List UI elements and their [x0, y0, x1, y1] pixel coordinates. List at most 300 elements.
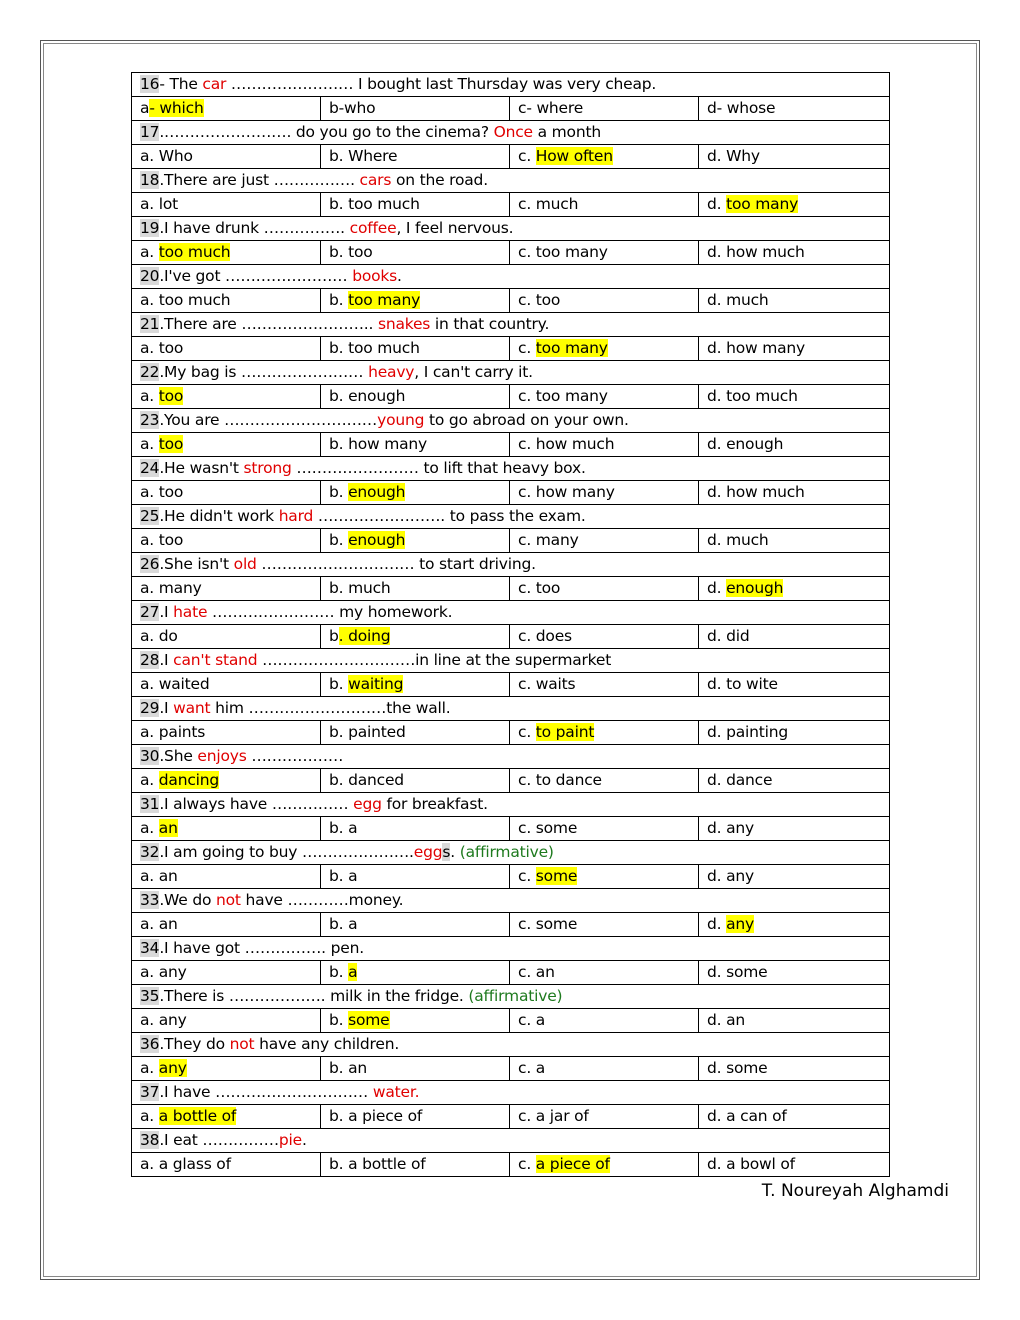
option-d	[699, 289, 890, 313]
text-run: a month	[532, 123, 601, 141]
text-run: d.	[707, 195, 727, 213]
text-run: d. too much	[707, 387, 798, 405]
question-stem	[132, 361, 890, 385]
text-run: b	[329, 627, 339, 645]
options-row	[132, 721, 890, 745]
option-c	[510, 721, 699, 745]
option-c	[510, 913, 699, 937]
text-run: .She	[159, 747, 198, 765]
answer-highlight: some	[535, 867, 578, 885]
option-c	[510, 769, 699, 793]
text-run: ……………………. to pass the exam.	[313, 507, 586, 525]
answer-highlight: too	[158, 387, 184, 405]
option-d	[699, 961, 890, 985]
option-d	[699, 145, 890, 169]
question-row	[132, 1081, 890, 1105]
text-run: c. to dance	[518, 771, 602, 789]
question-stem	[132, 793, 890, 817]
keyword-text: egg	[413, 843, 443, 861]
text-run: , I can't carry it.	[414, 363, 533, 381]
text-run: a. an	[140, 867, 178, 885]
option-b	[321, 769, 510, 793]
question-row	[132, 1033, 890, 1057]
answer-highlight: an	[158, 819, 178, 837]
option-b	[321, 1105, 510, 1129]
question-stem	[132, 457, 890, 481]
answer-highlight: some	[348, 1011, 390, 1029]
answer-highlight: too many	[726, 195, 799, 213]
answer-highlight: enough	[726, 579, 784, 597]
text-run: a.	[140, 1059, 159, 1077]
text-run: a. any	[140, 963, 187, 981]
text-run: a. too	[140, 483, 184, 501]
option-d	[699, 817, 890, 841]
text-run: d. to wite	[707, 675, 778, 693]
option-d	[699, 1105, 890, 1129]
keyword-text: young	[377, 411, 425, 429]
question-stem	[132, 265, 890, 289]
text-run: b.	[329, 675, 349, 693]
text-run: .I have …………………………	[159, 1083, 373, 1101]
options-row	[132, 193, 890, 217]
keyword-text: Once	[493, 123, 533, 141]
option-a	[132, 721, 321, 745]
option-a	[132, 481, 321, 505]
text-run: d. Why	[707, 147, 760, 165]
option-a	[132, 241, 321, 265]
text-run: b.	[329, 291, 349, 309]
text-run: a.	[140, 819, 159, 837]
text-run: b.	[329, 531, 349, 549]
question-number: 20	[140, 267, 160, 285]
text-run: c. how much	[518, 435, 615, 453]
keyword-text: coffee	[349, 219, 397, 237]
option-d	[699, 241, 890, 265]
option-c	[510, 193, 699, 217]
keyword-text: strong	[243, 459, 292, 477]
question-number: 29	[140, 699, 160, 717]
text-run: d. how much	[707, 483, 805, 501]
option-c	[510, 1105, 699, 1129]
option-c	[510, 385, 699, 409]
text-run: to go abroad on your own.	[424, 411, 629, 429]
options-row	[132, 865, 890, 889]
keyword-text: enjoys	[197, 747, 247, 765]
answer-highlight: a piece of	[535, 1155, 610, 1173]
text-run: b.	[329, 483, 349, 501]
option-d	[699, 529, 890, 553]
option-c	[510, 1057, 699, 1081]
options-row	[132, 385, 890, 409]
option-a	[132, 1153, 321, 1177]
question-stem	[132, 841, 890, 865]
option-a	[132, 529, 321, 553]
question-row	[132, 841, 890, 865]
text-run: ………………	[246, 747, 344, 765]
question-row	[132, 697, 890, 721]
text-run: c. many	[518, 531, 579, 549]
text-run: a. waited	[140, 675, 210, 693]
keyword-text: snakes	[377, 315, 431, 333]
text-run: b. painted	[329, 723, 406, 741]
question-row	[132, 937, 890, 961]
option-b	[321, 625, 510, 649]
text-run: .He didn't work	[159, 507, 279, 525]
text-run: d. any	[707, 867, 754, 885]
text-run: b. enough	[329, 387, 406, 405]
text-run: b. much	[329, 579, 391, 597]
question-number: 18	[140, 171, 160, 189]
keyword-text: hate	[173, 603, 208, 621]
text-run: s	[442, 843, 451, 861]
text-run: …………………… to lift that heavy box.	[291, 459, 586, 477]
question-stem	[132, 1081, 890, 1105]
question-row	[132, 745, 890, 769]
keyword-text: cars	[359, 171, 392, 189]
question-row	[132, 649, 890, 673]
keyword-text: hard	[278, 507, 314, 525]
keyword-text: old	[233, 555, 257, 573]
question-row	[132, 985, 890, 1009]
question-stem	[132, 601, 890, 625]
text-run: d. some	[707, 963, 768, 981]
text-run: d. painting	[707, 723, 789, 741]
answer-highlight: a	[348, 963, 358, 981]
option-d	[699, 769, 890, 793]
text-run: b. a piece of	[329, 1107, 423, 1125]
question-stem	[132, 649, 890, 673]
option-a	[132, 337, 321, 361]
answer-highlight: waiting	[348, 675, 404, 693]
question-number: 23	[140, 411, 160, 429]
option-b	[321, 865, 510, 889]
text-run: d. how much	[707, 243, 805, 261]
text-run: .I	[159, 651, 174, 669]
question-row	[132, 553, 890, 577]
answer-highlight: enough	[348, 483, 406, 501]
answer-highlight: to paint	[535, 723, 595, 741]
question-stem	[132, 505, 890, 529]
question-number: 38	[140, 1131, 160, 1149]
option-d	[699, 625, 890, 649]
question-stem	[132, 313, 890, 337]
option-d	[699, 913, 890, 937]
option-b	[321, 1009, 510, 1033]
question-number: 27	[140, 603, 160, 621]
text-run: d. enough	[707, 435, 784, 453]
question-number: 31	[140, 795, 160, 813]
option-d	[699, 721, 890, 745]
text-run: d.	[707, 579, 727, 597]
text-run: a. lot	[140, 195, 179, 213]
text-run: a. too	[140, 339, 184, 357]
text-run: d. a can of	[707, 1107, 787, 1125]
note-text: (affirmative)	[468, 987, 563, 1005]
question-stem	[132, 409, 890, 433]
answer-highlight: enough	[348, 531, 406, 549]
question-row	[132, 265, 890, 289]
text-run: a.	[140, 435, 159, 453]
question-stem	[132, 697, 890, 721]
option-c	[510, 817, 699, 841]
text-run: .There are just …………….	[159, 171, 360, 189]
question-row	[132, 313, 890, 337]
question-number: 19	[140, 219, 160, 237]
text-run: a. a glass of	[140, 1155, 231, 1173]
text-run: b. a	[329, 915, 358, 933]
option-d	[699, 1153, 890, 1177]
question-number: 35	[140, 987, 160, 1005]
text-run: b.	[329, 1011, 349, 1029]
text-run: .……………………. do you go to the cinema?	[159, 123, 494, 141]
option-c	[510, 865, 699, 889]
text-run: b. an	[329, 1059, 368, 1077]
text-run: b. danced	[329, 771, 404, 789]
text-run: .I always have ……………	[159, 795, 354, 813]
text-run: b.	[329, 963, 349, 981]
question-row	[132, 121, 890, 145]
question-row	[132, 457, 890, 481]
text-run: b-who	[329, 99, 376, 117]
text-run: b. too	[329, 243, 373, 261]
text-run: .They do	[159, 1035, 230, 1053]
question-row	[132, 361, 890, 385]
text-run: .My bag is ……………………	[159, 363, 369, 381]
answer-highlight: - which	[149, 99, 204, 117]
option-c	[510, 1009, 699, 1033]
option-c	[510, 241, 699, 265]
answer-highlight: too many	[348, 291, 421, 309]
option-b	[321, 913, 510, 937]
option-b	[321, 145, 510, 169]
option-a	[132, 97, 321, 121]
text-run: a. any	[140, 1011, 187, 1029]
text-run: .I	[159, 699, 174, 717]
option-b	[321, 289, 510, 313]
keyword-text: not	[216, 891, 241, 909]
options-row	[132, 241, 890, 265]
answer-highlight: a bottle of	[158, 1107, 237, 1125]
option-a	[132, 1105, 321, 1129]
question-stem	[132, 121, 890, 145]
options-row	[132, 673, 890, 697]
question-number: 16	[140, 75, 160, 93]
option-b	[321, 481, 510, 505]
answer-highlight: any	[158, 1059, 187, 1077]
text-run: d. an	[707, 1011, 746, 1029]
options-row	[132, 1057, 890, 1081]
option-d	[699, 337, 890, 361]
keyword-text: can't stand	[173, 651, 258, 669]
options-row	[132, 769, 890, 793]
option-b	[321, 673, 510, 697]
question-number: 33	[140, 891, 160, 909]
text-run: c. a jar of	[518, 1107, 589, 1125]
text-run: d- whose	[707, 99, 776, 117]
text-run: c. waits	[518, 675, 576, 693]
question-stem	[132, 985, 890, 1009]
text-run: .You are …………………………	[159, 411, 378, 429]
question-number: 17	[140, 123, 160, 141]
text-run: in that country.	[430, 315, 550, 333]
question-number: 24	[140, 459, 160, 477]
option-c	[510, 673, 699, 697]
options-row	[132, 481, 890, 505]
option-b	[321, 337, 510, 361]
question-row	[132, 889, 890, 913]
question-number: 26	[140, 555, 160, 573]
text-run: .There are ……………………..	[159, 315, 378, 333]
text-run: .We do	[159, 891, 216, 909]
text-run: .I	[159, 603, 174, 621]
answer-highlight: . doing	[338, 627, 391, 645]
question-number: 25	[140, 507, 160, 525]
option-c	[510, 289, 699, 313]
text-run: d. dance	[707, 771, 773, 789]
keyword-text: egg	[353, 795, 382, 813]
option-c	[510, 145, 699, 169]
question-stem	[132, 553, 890, 577]
option-c	[510, 529, 699, 553]
text-run: .She isn't	[159, 555, 234, 573]
text-run: c- where	[518, 99, 584, 117]
keyword-text: water.	[372, 1083, 420, 1101]
text-run: c. a	[518, 1011, 546, 1029]
option-b	[321, 1153, 510, 1177]
question-number: 34	[140, 939, 160, 957]
question-stem	[132, 937, 890, 961]
text-run: c. how many	[518, 483, 615, 501]
text-run: .	[397, 267, 402, 285]
answer-highlight: too	[158, 435, 184, 453]
options-row	[132, 529, 890, 553]
text-run: c. much	[518, 195, 579, 213]
option-c	[510, 961, 699, 985]
answer-highlight: How often	[535, 147, 613, 165]
option-a	[132, 625, 321, 649]
question-number: 28	[140, 651, 160, 669]
question-stem	[132, 1129, 890, 1153]
text-run: .I have drunk …………….	[159, 219, 350, 237]
option-d	[699, 193, 890, 217]
text-run: c.	[518, 723, 536, 741]
options-row	[132, 913, 890, 937]
text-run: him ………………………the wall.	[210, 699, 451, 717]
question-stem	[132, 889, 890, 913]
text-run: d. much	[707, 531, 769, 549]
question-row	[132, 217, 890, 241]
option-b	[321, 433, 510, 457]
text-run: c. some	[518, 819, 578, 837]
text-run: on the road.	[391, 171, 488, 189]
text-run: c.	[518, 339, 536, 357]
option-b	[321, 1057, 510, 1081]
question-row	[132, 169, 890, 193]
option-d	[699, 433, 890, 457]
option-b	[321, 97, 510, 121]
question-row	[132, 73, 890, 97]
option-a	[132, 817, 321, 841]
text-run: a. do	[140, 627, 178, 645]
text-run: a	[140, 99, 150, 117]
text-run: c.	[518, 147, 536, 165]
options-row	[132, 577, 890, 601]
option-b	[321, 721, 510, 745]
text-run: b. a	[329, 819, 358, 837]
text-run: d. some	[707, 1059, 768, 1077]
question-row	[132, 793, 890, 817]
question-stem	[132, 217, 890, 241]
option-a	[132, 193, 321, 217]
text-run: .I am going to buy ………………….	[159, 843, 414, 861]
text-run: b. a bottle of	[329, 1155, 426, 1173]
text-run: d.	[707, 915, 727, 933]
text-run: d. a bowl of	[707, 1155, 795, 1173]
options-row	[132, 1105, 890, 1129]
text-run: b. too much	[329, 195, 420, 213]
option-d	[699, 1009, 890, 1033]
text-run: …………………………in line at the supermarket	[257, 651, 612, 669]
option-d	[699, 385, 890, 409]
note-text: (affirmative)	[459, 843, 554, 861]
option-c	[510, 337, 699, 361]
text-run: c. too many	[518, 387, 608, 405]
options-row	[132, 625, 890, 649]
options-row	[132, 1009, 890, 1033]
text-run: c. does	[518, 627, 572, 645]
quiz-table	[131, 72, 890, 1177]
text-run: a. paints	[140, 723, 206, 741]
text-run: c. some	[518, 915, 578, 933]
option-a	[132, 1009, 321, 1033]
text-run: a. many	[140, 579, 202, 597]
option-a	[132, 577, 321, 601]
text-run: c. a	[518, 1059, 546, 1077]
text-run: .	[302, 1131, 307, 1149]
options-row	[132, 817, 890, 841]
question-stem	[132, 1033, 890, 1057]
text-run: have any children.	[254, 1035, 400, 1053]
keyword-text: books	[352, 267, 398, 285]
text-run: .	[450, 843, 460, 861]
question-stem	[132, 73, 890, 97]
option-a	[132, 961, 321, 985]
text-run: .I eat ……………	[159, 1131, 279, 1149]
text-run: …………………… I bought last Thursday was very cheap.	[226, 75, 657, 93]
text-run: b. Where	[329, 147, 398, 165]
text-run: a. an	[140, 915, 178, 933]
text-run: …………………… my homework.	[207, 603, 453, 621]
question-number: 30	[140, 747, 160, 765]
text-run: c. too	[518, 579, 561, 597]
question-number: 32	[140, 843, 160, 861]
option-b	[321, 529, 510, 553]
keyword-text: want	[173, 699, 211, 717]
option-c	[510, 1153, 699, 1177]
answer-highlight: dancing	[158, 771, 220, 789]
option-a	[132, 673, 321, 697]
text-run: d. any	[707, 819, 754, 837]
options-row	[132, 145, 890, 169]
option-c	[510, 577, 699, 601]
question-stem	[132, 745, 890, 769]
text-run: c. an	[518, 963, 555, 981]
option-a	[132, 385, 321, 409]
option-c	[510, 433, 699, 457]
option-b	[321, 241, 510, 265]
option-a	[132, 289, 321, 313]
keyword-text: pie	[278, 1131, 302, 1149]
